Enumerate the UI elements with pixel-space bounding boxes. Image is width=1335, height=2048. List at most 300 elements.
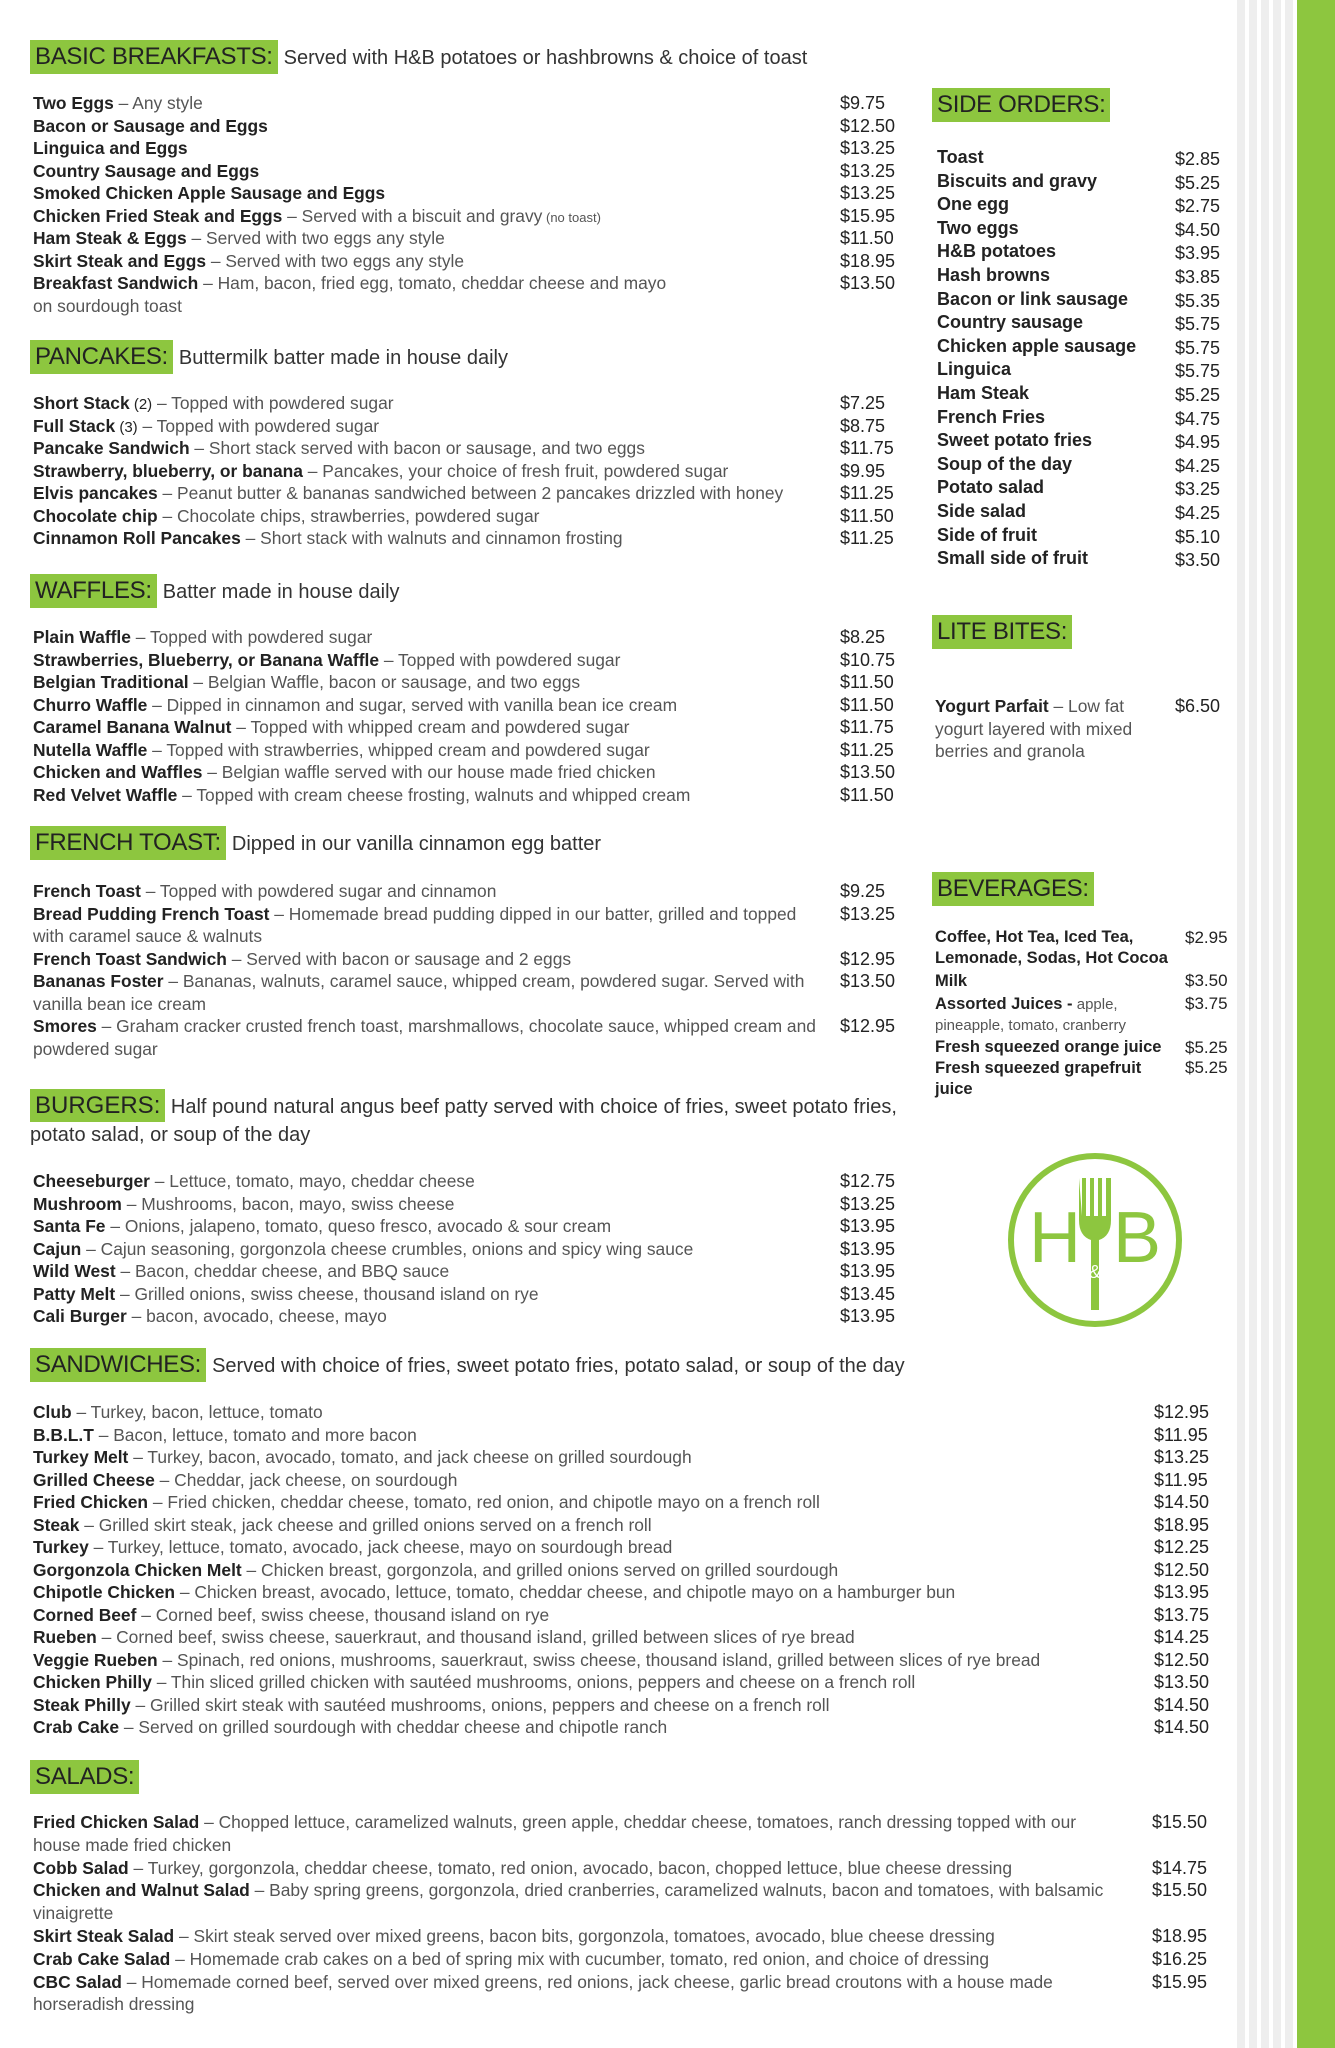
side-item-price: $2.75 — [1175, 196, 1221, 217]
item-name: Veggie Rueben — [33, 1649, 158, 1670]
item-name: Churro Waffle — [33, 694, 148, 715]
lite-header — [932, 615, 1072, 649]
pancakes-item-price: $8.75 — [840, 415, 886, 436]
item-description: – Served on grilled sourdough with cheddar cheese and chipotle ranch — [119, 1717, 668, 1737]
item-name: Club — [33, 1402, 72, 1422]
burgers-item — [33, 1305, 833, 1328]
beverage-item — [935, 1037, 1183, 1058]
burgers-item-price: $13.95 — [840, 1216, 896, 1236]
sandwiches-header — [30, 1348, 905, 1382]
sandwiches-item — [33, 1446, 1133, 1469]
item-name: Smores — [33, 1016, 97, 1036]
item-name: Chicken and Waffles — [33, 762, 203, 782]
item-description: – Ham, bacon, fried egg, tomato, cheddar cheese and mayo on sourdough toast — [33, 273, 667, 316]
item-name: Wild West — [33, 1261, 116, 1281]
burgers-item-price: $13.95 — [840, 1238, 896, 1259]
sandwiches-item-price: $13.75 — [1154, 1604, 1210, 1625]
beverage-item — [935, 927, 1183, 969]
item-description: – Served with two eggs any style — [186, 228, 445, 248]
item-name: Strawberry, blueberry, or banana — [33, 460, 303, 481]
french-item-price: $12.95 — [840, 1016, 896, 1036]
basic-item — [33, 205, 683, 230]
item-description: – Chopped lettuce, caramelized walnuts, green apple, cheddar cheese, tomatoes, ranch dressing topped with our house made fried chicken — [33, 1812, 1077, 1855]
waffles-item-price: $11.25 — [840, 739, 894, 760]
item-description: – Grilled skirt steak, jack cheese and grilled onions served on a french roll — [79, 1514, 652, 1535]
item-description: – Grilled skirt steak with sautéed mushrooms, onions, peppers and cheese on a french roll — [130, 1694, 830, 1715]
item-description: – Homemade corned beef, served over mixed greens, red onions, jack cheese, garlic bread croutons with a house made horseradish dressing — [33, 1971, 1053, 2015]
salads-item — [33, 1971, 1123, 2016]
waffles-item-price: $11.75 — [840, 717, 894, 737]
salads-item — [33, 1857, 1123, 1880]
side-item-name: H&B potatoes — [937, 241, 1057, 262]
beverage-item-price: $2.95 — [1185, 928, 1228, 947]
item-name: Cajun — [33, 1238, 82, 1259]
salads-item — [33, 1925, 1123, 1948]
item-name: Chicken Fried Steak and Eggs — [33, 205, 283, 226]
sandwiches-item-price: $14.25 — [1154, 1627, 1210, 1647]
item-name: Fresh squeezed orange juice — [935, 1038, 1162, 1056]
basic-header — [30, 40, 807, 74]
sandwiches-item-price: $14.50 — [1154, 1492, 1210, 1512]
pancakes-item — [33, 415, 833, 440]
pancakes-item-price: $11.25 — [840, 483, 894, 503]
item-description: – Cheddar, jack cheese, on sourdough — [154, 1469, 458, 1490]
waffles-item — [33, 761, 833, 784]
pancakes-item-price: $11.50 — [840, 505, 894, 526]
side-item-name: Sweet potato fries — [937, 430, 1093, 451]
side-item-price: $5.25 — [1175, 172, 1221, 193]
side-item-name: Potato salad — [937, 477, 1045, 498]
side-item-name: Hash browns — [937, 265, 1051, 285]
basic-item — [33, 182, 683, 205]
sandwiches-item-price: $13.95 — [1154, 1582, 1210, 1602]
item-description: – Topped with whipped cream and powdered sugar — [231, 717, 630, 737]
pancakes-item — [33, 527, 833, 550]
item-description: – Topped with powdered sugar — [137, 415, 380, 436]
item-description: apple, pineapple, tomato, cranberry — [935, 996, 1126, 1034]
side-item-name: Soup of the day — [937, 453, 1072, 474]
side-item-name: Side salad — [937, 501, 1027, 521]
beverages-title: BEVERAGES: — [932, 872, 1094, 906]
sandwiches-item-price: $11.95 — [1154, 1469, 1208, 1490]
item-description: – Turkey, bacon, avocado, tomato, and jack cheese on grilled sourdough — [128, 1447, 692, 1467]
item-description: – Topped with powdered sugar — [130, 627, 373, 647]
item-description: – Topped with cream cheese frosting, walnuts and whipped cream — [177, 784, 691, 805]
item-name: Nutella Waffle — [33, 739, 148, 760]
waffles-header — [30, 574, 400, 608]
side-item-name: Ham Steak — [937, 383, 1030, 403]
waffles-item — [33, 739, 833, 762]
basic-item-price: $18.95 — [840, 250, 896, 271]
lite-item-price: $6.50 — [1175, 696, 1221, 716]
basic-item — [33, 227, 683, 250]
french-item — [33, 948, 823, 971]
sandwiches-item — [33, 1514, 1133, 1537]
item-description: – Mushrooms, bacon, mayo, swiss cheese — [121, 1193, 455, 1214]
item-name: Grilled Cheese — [33, 1469, 155, 1490]
item-name: Bananas Foster — [33, 971, 164, 991]
item-name: B.B.L.T — [33, 1424, 94, 1445]
side-item-price: $3.85 — [1175, 267, 1221, 287]
item-name: Skirt Steak Salad — [33, 1926, 175, 1946]
item-name: Short Stack — [33, 393, 130, 413]
beverage-item-price: $3.75 — [1185, 994, 1228, 1013]
item-description: – Cajun seasoning, gorgonzola cheese crumbles, onions and spicy wing sauce — [81, 1238, 694, 1259]
sandwiches-item — [33, 1536, 1133, 1559]
burgers-header — [30, 1092, 900, 1149]
sandwiches-item-price: $13.25 — [1154, 1447, 1210, 1467]
waffles-item — [33, 671, 833, 694]
item-name: Skirt Steak and Eggs — [33, 250, 206, 271]
item-description: – Homemade bread pudding dipped in our batter, grilled and topped with caramel sauce & walnuts — [33, 903, 797, 946]
item-name: Mushroom — [33, 1193, 122, 1214]
side-item-price: $4.25 — [1175, 455, 1221, 476]
item-name: Milk — [935, 972, 968, 990]
pancakes-subtitle: Buttermilk batter made in house daily — [178, 347, 508, 369]
waffles-item — [33, 716, 833, 739]
item-name: Elvis pancakes — [33, 483, 158, 503]
item-name: Strawberries, Blueberry, or Banana Waffle — [33, 649, 379, 670]
french-header — [30, 826, 601, 860]
item-description: – Belgian waffle served with our house made fried chicken — [202, 762, 656, 782]
sandwiches-item — [33, 1626, 1133, 1649]
sandwiches-item — [33, 1424, 1133, 1447]
pancakes-item — [33, 460, 833, 483]
side-item-price: $3.50 — [1175, 550, 1221, 571]
item-description: – Skirt steak served over mixed greens, bacon bits, gorgonzola, tomatoes, avocado, blue cheese dressing — [174, 1926, 995, 1946]
item-description: – Topped with powdered sugar — [379, 649, 621, 670]
basic-subtitle: Served with H&B potatoes or hashbrowns & choice of toast — [283, 47, 808, 69]
side-item-name: Chicken apple sausage — [937, 335, 1137, 356]
item-description: – Dipped in cinnamon and sugar, served with vanilla bean ice cream — [147, 694, 678, 715]
item-description: – Grilled onions, swiss cheese, thousand island on rye — [115, 1283, 539, 1304]
item-name: Fresh squeezed grapefruit juice — [935, 1059, 1142, 1098]
item-name: Bread Pudding French Toast — [33, 903, 270, 924]
item-description: – Graham cracker crusted french toast, marshmallows, chocolate sauce, whipped cream and powdered sugar — [33, 1016, 816, 1059]
side-item-name: French Fries — [937, 406, 1046, 427]
item-description: – Baby spring greens, gorgonzola, dried cranberries, caramelized walnuts, bacon and tomatoes, with balsamic vinaigrette — [33, 1880, 1104, 1923]
basic-item — [33, 92, 683, 115]
pancakes-item-price: $11.25 — [840, 528, 894, 548]
item-name: Linguica and Eggs — [33, 138, 188, 158]
item-name: Chipotle Chicken — [33, 1582, 176, 1602]
burgers-item — [33, 1238, 833, 1261]
item-name: Bacon or Sausage and Eggs — [33, 115, 268, 136]
pancakes-header — [30, 340, 508, 374]
item-name: Turkey Melt — [33, 1447, 129, 1467]
salads-item — [33, 1879, 1123, 1924]
beverage-item — [935, 1058, 1183, 1100]
salads-item-price: $14.75 — [1152, 1857, 1208, 1878]
beverage-item — [935, 971, 1183, 992]
side-item-price: $3.95 — [1175, 243, 1221, 264]
sandwiches-item-price: $11.95 — [1154, 1424, 1208, 1445]
item-description: – Spinach, red onions, mushrooms, sauerkraut, swiss cheese, thousand island, grilled between slices of rye bread — [157, 1649, 1041, 1670]
side-item-price: $5.10 — [1175, 526, 1221, 547]
item-name: Corned Beef — [33, 1604, 137, 1625]
waffles-item-price: $11.50 — [840, 694, 894, 715]
item-description: – Homemade crab cakes on a bed of spring mix with cucumber, tomato, red onion, and choice of dressing — [170, 1948, 990, 1969]
side-item-price: $4.25 — [1175, 503, 1221, 523]
item-description: – Chicken breast, gorgonzola, and grilled onions served on grilled sourdough — [241, 1559, 839, 1580]
item-name: Chicken and Walnut Salad — [33, 1880, 250, 1901]
sandwiches-item-price: $12.50 — [1154, 1649, 1210, 1670]
side-item-price: $5.75 — [1175, 314, 1221, 335]
item-description: – Onions, jalapeno, tomato, queso fresco, avocado & sour cream — [105, 1216, 612, 1236]
salads-item-price: $15.50 — [1152, 1812, 1208, 1832]
item-description: – Short stack with walnuts and cinnamon frosting — [240, 528, 623, 548]
item-name: Cali Burger — [33, 1306, 127, 1326]
burgers-subtitle: Half pound natural angus beef patty served with choice of fries, sweet potato fries, potato salad, or soup of the day — [30, 1096, 897, 1146]
item-description: – Belgian Waffle, bacon or sausage, and two eggs — [188, 672, 581, 692]
item-name: Fried Chicken Salad — [33, 1812, 200, 1832]
side-item-price: $4.50 — [1175, 219, 1221, 240]
pancakes-item-price: $11.75 — [840, 438, 894, 458]
sandwiches-item — [33, 1559, 1133, 1582]
item-name: French Toast — [33, 881, 141, 901]
item-name: Turkey — [33, 1537, 89, 1557]
side-item-name: Side of fruit — [937, 524, 1037, 545]
french-item-price: $13.25 — [840, 903, 896, 924]
item-description: – Bacon, cheddar cheese, and BBQ sauce — [115, 1261, 450, 1281]
sandwiches-item — [33, 1716, 1133, 1739]
salads-item-price: $18.95 — [1152, 1926, 1208, 1946]
french-item — [33, 903, 823, 948]
waffles-item-price: $11.50 — [840, 784, 894, 805]
waffles-item — [33, 649, 833, 672]
side-item-price: $5.25 — [1175, 385, 1221, 405]
item-description: – Topped with powdered sugar and cinnamon — [140, 881, 497, 901]
side-item-name: Two eggs — [937, 217, 1019, 238]
logo-ampersand: & — [1088, 1262, 1102, 1282]
basic-item — [33, 137, 683, 160]
item-description: – Peanut butter & bananas sandwiched between 2 pancakes drizzled with honey — [157, 483, 784, 503]
item-qty: (2) — [129, 396, 153, 413]
waffles-title: WAFFLES: — [30, 574, 157, 608]
item-description: – Turkey, bacon, lettuce, tomato — [71, 1402, 323, 1422]
item-description: – Topped with powdered sugar — [152, 393, 394, 413]
french-item-price: $12.95 — [840, 948, 896, 969]
basic-item-price: $13.25 — [840, 183, 896, 203]
item-name: Full Stack — [33, 415, 116, 436]
burgers-item-price: $13.95 — [840, 1306, 896, 1326]
side-item-name: Toast — [937, 147, 984, 167]
item-name: Yogurt Parfait — [935, 696, 1049, 716]
basic-item — [33, 250, 683, 273]
sandwiches-item-price: $12.25 — [1154, 1537, 1210, 1557]
pancakes-item — [33, 437, 833, 460]
burgers-item — [33, 1170, 833, 1193]
pancakes-item-price: $7.25 — [840, 393, 886, 413]
french-item — [33, 1015, 823, 1060]
item-description: – Any style — [113, 93, 203, 113]
item-description: – Low fat yogurt layered with mixed berries and granola — [935, 696, 1133, 761]
sandwiches-item — [33, 1649, 1133, 1672]
burgers-item-price: $13.45 — [840, 1283, 896, 1304]
item-name: Fried Chicken — [33, 1492, 149, 1512]
item-description: – Bananas, walnuts, caramel sauce, whipped cream, powdered sugar. Served with vanilla bean ice cream — [33, 971, 805, 1014]
logo-letter-b: B — [1112, 1198, 1162, 1278]
sandwiches-item-price: $14.50 — [1154, 1694, 1210, 1715]
item-name: Cinnamon Roll Pancakes — [33, 528, 241, 548]
waffles-item — [33, 626, 833, 649]
item-name: Country Sausage and Eggs — [33, 160, 260, 181]
item-description: – Bacon, lettuce, tomato and more bacon — [93, 1424, 417, 1445]
item-description: – Corned beef, swiss cheese, thousand island on rye — [136, 1604, 550, 1625]
sandwiches-item — [33, 1491, 1133, 1514]
beverage-item-price: $5.25 — [1185, 1058, 1228, 1077]
french-title: FRENCH TOAST: — [30, 826, 226, 860]
side-item-price: $5.75 — [1175, 361, 1221, 382]
item-description: – Served with two eggs any style — [206, 250, 465, 271]
waffles-item-price: $13.50 — [840, 762, 896, 782]
side-item-name: One egg — [937, 194, 1010, 215]
item-description: – Fried chicken, cheddar cheese, tomato, red onion, and chipotle mayo on a french roll — [148, 1492, 820, 1512]
pancakes-item — [33, 482, 833, 505]
item-name: Chicken Philly — [33, 1672, 152, 1692]
beverage-item-price: $5.25 — [1185, 1038, 1228, 1057]
sandwiches-subtitle: Served with choice of fries, sweet potato fries, potato salad, or soup of the day — [212, 1355, 905, 1377]
item-description: – Short stack served with bacon or sausage, and two eggs — [189, 438, 645, 458]
fork-icon — [1079, 1178, 1111, 1310]
basic-item-price: $13.25 — [840, 160, 896, 181]
side-item-price: $4.95 — [1175, 432, 1221, 453]
sandwiches-item — [33, 1604, 1133, 1627]
sandwiches-item — [33, 1401, 1133, 1424]
side-item-name: Bacon or link sausage — [937, 288, 1129, 309]
side-item-price: $5.35 — [1175, 290, 1221, 311]
beverage-item-price: $3.50 — [1185, 971, 1228, 990]
side-item-name: Linguica — [937, 359, 1012, 380]
waffles-item-price: $10.75 — [840, 649, 896, 670]
salads-item — [33, 1948, 1123, 1971]
salads-item-price: $15.50 — [1152, 1880, 1208, 1901]
item-description: – Thin sliced grilled chicken with sautéed mushrooms, onions, peppers and cheese on a french roll — [151, 1672, 916, 1692]
side-item-price: $3.25 — [1175, 479, 1221, 500]
burgers-item — [33, 1215, 833, 1238]
item-name: Coffee, Hot Tea, Iced Tea, Lemonade, Sodas, Hot Cocoa — [935, 928, 1168, 967]
item-name: Breakfast Sandwich — [33, 273, 199, 293]
burgers-item — [33, 1260, 833, 1283]
basic-item-price: $13.25 — [840, 138, 896, 158]
burgers-item — [33, 1193, 833, 1216]
item-name: Ham Steak & Eggs — [33, 228, 187, 248]
logo-letter-h: H — [1029, 1198, 1081, 1278]
sides-header — [932, 88, 1110, 122]
item-name: Assorted Juices - — [935, 995, 1073, 1013]
side-item-price: $4.75 — [1175, 408, 1221, 429]
item-description: – Chocolate chips, strawberries, powdered sugar — [157, 505, 540, 526]
burgers-item-price: $13.95 — [840, 1261, 896, 1281]
salads-item-price: $15.95 — [1152, 1971, 1208, 1992]
item-name: Pancake Sandwich — [33, 438, 190, 458]
basic-item — [33, 160, 683, 183]
item-description: – Corned beef, swiss cheese, sauerkraut, and thousand island, grilled between slices of rye bread — [96, 1627, 855, 1647]
hb-logo — [1005, 1150, 1185, 1330]
item-name: Cobb Salad — [33, 1857, 129, 1878]
item-description: – Turkey, lettuce, tomato, avocado, jack cheese, mayo on sourdough bread — [88, 1537, 673, 1557]
item-description: – Turkey, gorgonzola, cheddar cheese, tomato, red onion, avocado, bacon, chopped lettuce, blue cheese dressing — [128, 1857, 1012, 1878]
sandwiches-item — [33, 1581, 1133, 1604]
item-name: Rueben — [33, 1627, 97, 1647]
basic-item-price: $11.50 — [840, 228, 894, 248]
beverages-header — [932, 872, 1094, 906]
item-qty: (3) — [115, 418, 138, 436]
item-description: – Served with a biscuit and gravy — [282, 205, 543, 226]
side-item-name: Country sausage — [937, 312, 1084, 333]
item-name: Caramel Banana Walnut — [33, 717, 232, 737]
lite-item — [935, 695, 1155, 763]
pancakes-item — [33, 392, 833, 417]
item-name: Patty Melt — [33, 1283, 116, 1304]
sandwiches-item-price: $18.95 — [1154, 1514, 1210, 1535]
item-name: Crab Cake — [33, 1717, 120, 1737]
item-name: CBC Salad — [33, 1971, 122, 1992]
item-description: – bacon, avocado, cheese, mayo — [126, 1306, 387, 1326]
waffles-item — [33, 694, 833, 717]
sandwiches-item-price: $14.50 — [1154, 1717, 1210, 1737]
sandwiches-title: SANDWICHES: — [30, 1348, 206, 1382]
burgers-title: BURGERS: — [30, 1089, 165, 1122]
waffles-item-price: $8.25 — [840, 627, 886, 647]
item-description: – Pancakes, your choice of fresh fruit, powdered sugar — [302, 460, 729, 481]
sandwiches-item — [33, 1469, 1133, 1492]
burgers-item-price: $12.75 — [840, 1171, 896, 1191]
item-name: Chocolate chip — [33, 505, 158, 526]
french-item-price: $13.50 — [840, 971, 896, 991]
sides-title: SIDE ORDERS: — [932, 88, 1110, 122]
basic-item-price: $13.50 — [840, 273, 896, 293]
salads-header — [30, 1760, 139, 1794]
pancakes-item-price: $9.95 — [840, 460, 886, 481]
item-name: Belgian Traditional — [33, 672, 189, 692]
item-description: – Chicken breast, avocado, lettuce, tomato, cheddar cheese, and chipotle mayo on a hamburger bun — [175, 1582, 956, 1602]
item-description: – Topped with strawberries, whipped cream and powdered sugar — [147, 739, 650, 760]
item-name: Two Eggs — [33, 93, 114, 113]
basic-title: BASIC BREAKFASTS: — [30, 40, 278, 74]
item-description: – Lettuce, tomato, mayo, cheddar cheese — [149, 1171, 475, 1191]
side-item-price: $5.75 — [1175, 337, 1221, 358]
basic-item-price: $9.75 — [840, 93, 886, 113]
item-name: Gorgonzola Chicken Melt — [33, 1559, 242, 1580]
item-name: Smoked Chicken Apple Sausage and Eggs — [33, 183, 386, 203]
side-item-price: $2.85 — [1175, 149, 1221, 169]
item-name: Santa Fe — [33, 1216, 106, 1236]
item-name: Red Velvet Waffle — [33, 784, 178, 805]
french-item — [33, 880, 823, 903]
pancakes-item — [33, 505, 833, 528]
burgers-item — [33, 1283, 833, 1306]
lite-title: LITE BITES: — [932, 615, 1072, 649]
sandwiches-item — [33, 1671, 1133, 1694]
pancakes-title: PANCAKES: — [30, 340, 173, 374]
french-subtitle: Dipped in our vanilla cinnamon egg batter — [231, 833, 602, 855]
item-description: – Served with bacon or sausage and 2 eggs — [226, 948, 572, 969]
basic-item-price: $15.95 — [840, 205, 896, 226]
burgers-item-price: $13.25 — [840, 1193, 896, 1214]
salads-item — [33, 1811, 1123, 1856]
basic-item — [33, 272, 683, 317]
sandwiches-item-price: $13.50 — [1154, 1672, 1210, 1692]
waffles-item-price: $11.50 — [840, 672, 894, 692]
basic-item-price: $12.50 — [840, 115, 896, 136]
sandwiches-item — [33, 1694, 1133, 1717]
sandwiches-item-price: $12.50 — [1154, 1559, 1210, 1580]
item-name: Crab Cake Salad — [33, 1948, 171, 1969]
item-name: French Toast Sandwich — [33, 948, 227, 969]
item-note: (no toast) — [542, 209, 601, 225]
basic-item — [33, 115, 683, 138]
